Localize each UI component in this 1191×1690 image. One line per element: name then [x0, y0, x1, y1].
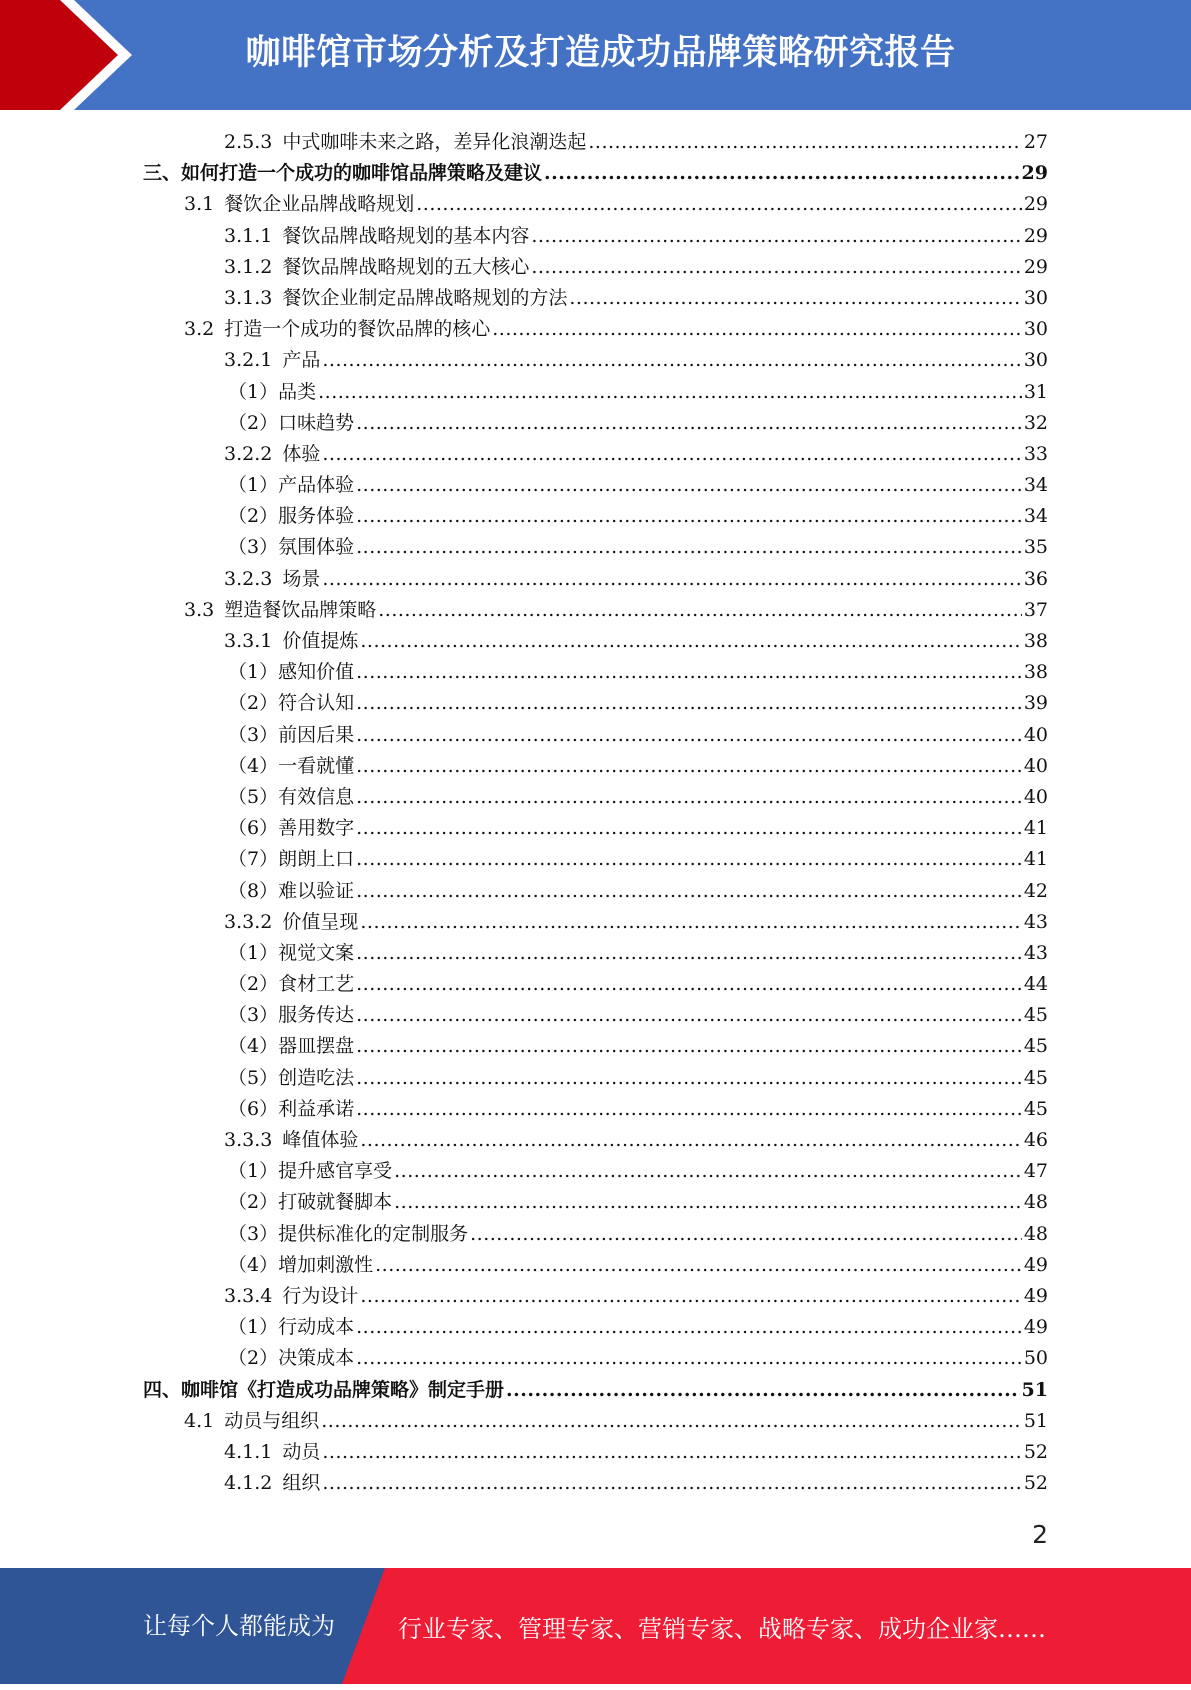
- toc-entry[interactable]: [0, 1031, 1191, 1062]
- toc-entry-number: （4）: [228, 1253, 279, 1276]
- toc-dot-leader: [322, 345, 1021, 376]
- toc-dot-leader: [356, 876, 1022, 907]
- toc-entry-page: 27: [1023, 131, 1048, 153]
- toc-entry-number: （3）: [228, 723, 279, 746]
- toc-entry-title: 器皿摆盘: [278, 1035, 355, 1058]
- toc-entry-title: 组织: [282, 1472, 321, 1495]
- toc-entry-number: （3）: [228, 1222, 279, 1245]
- toc-entry-number: （1）: [228, 1160, 279, 1183]
- toc-dot-leader: [321, 1406, 1022, 1437]
- toc-entry-page: 51: [1021, 1378, 1048, 1401]
- toc-entry-title: 打破就餐脚本: [278, 1191, 393, 1214]
- toc-entry-title: 产品体验: [278, 474, 355, 497]
- toc-entry[interactable]: [0, 938, 1191, 969]
- toc-dot-leader: [356, 1000, 1022, 1031]
- toc-entry-number: （6）: [228, 1097, 279, 1120]
- toc-entry-number: 3.2: [184, 318, 215, 341]
- toc-entry-page: 29: [1021, 162, 1048, 185]
- toc-entry-title: 塑造餐饮品牌策略: [224, 598, 377, 621]
- toc-entry[interactable]: [0, 1312, 1191, 1343]
- toc-dot-leader: [360, 1281, 1021, 1312]
- toc-entry-page: 43: [1023, 910, 1048, 933]
- toc-entry-number: 3.2.1: [224, 349, 273, 372]
- toc-entry-page: 52: [1023, 1440, 1048, 1463]
- toc-entry-page: 49: [1023, 1284, 1048, 1307]
- toc-entry[interactable]: [0, 657, 1191, 688]
- toc-dot-leader: [360, 1125, 1021, 1156]
- toc-entry-page: 40: [1023, 785, 1048, 808]
- toc-entry-number: （3）: [228, 536, 279, 559]
- toc-dot-leader: [356, 1031, 1022, 1062]
- toc-entry-page: 35: [1023, 536, 1048, 559]
- toc-entry-title: 动员: [282, 1440, 321, 1463]
- toc-entry-number: 3.2.2: [224, 442, 273, 465]
- toc-entry-number: （1）: [228, 941, 279, 964]
- toc-entry-page: 48: [1023, 1191, 1048, 1214]
- toc-entry-title: 感知价值: [278, 661, 355, 684]
- toc-entry-number: （1）: [228, 380, 279, 403]
- toc-dot-leader: [356, 938, 1022, 969]
- toc-entry-page: 45: [1023, 1097, 1048, 1120]
- toc-entry-page: 40: [1023, 723, 1048, 746]
- toc-entry-page: 29: [1023, 255, 1048, 278]
- toc-entry-title: 氛围体验: [278, 536, 355, 559]
- toc-entry[interactable]: [0, 1156, 1191, 1187]
- toc-entry-page: 29: [1023, 193, 1048, 216]
- toc-entry-page: 38: [1023, 630, 1048, 652]
- toc-dot-leader: [416, 189, 1022, 220]
- toc-entry[interactable]: [0, 532, 1191, 563]
- toc-dot-leader: [588, 127, 1021, 158]
- toc-dot-leader: [356, 751, 1022, 782]
- toc-entry[interactable]: [0, 1406, 1191, 1437]
- toc-entry[interactable]: [0, 127, 1191, 158]
- toc-entry-page: 34: [1023, 474, 1048, 497]
- toc-entry-page: 39: [1023, 692, 1048, 715]
- toc-entry[interactable]: [0, 1437, 1191, 1468]
- toc-entry-number: 3.3: [184, 598, 215, 621]
- toc-entry-number: （4）: [228, 1035, 279, 1058]
- toc-entry-title: 服务传达: [278, 1004, 355, 1027]
- toc-dot-leader: [356, 813, 1022, 844]
- footer-slogan-right: 行业专家、管理专家、营销专家、战略专家、成功企业家……: [398, 1615, 1046, 1643]
- toc-entry-title: 餐饮品牌战略规划的五大核心: [282, 255, 530, 278]
- toc-entry-page: 44: [1023, 973, 1048, 996]
- toc-entry-title: 口味趋势: [278, 411, 355, 434]
- toc-entry-number: 3.3.4: [224, 1284, 273, 1307]
- page-number: 2: [1032, 1520, 1048, 1549]
- toc-entry-page: 30: [1023, 286, 1048, 309]
- toc-dot-leader: [531, 252, 1021, 283]
- toc-entry-title: 咖啡馆《打造成功品牌策略》制定手册: [181, 1378, 505, 1401]
- toc-entry[interactable]: [0, 626, 1191, 657]
- toc-entry-number: 2.5.3: [224, 131, 273, 153]
- toc-dot-leader: [569, 283, 1021, 314]
- toc-entry-number: （6）: [228, 817, 279, 840]
- toc-entry-title: 餐饮品牌战略规划的基本内容: [282, 224, 530, 247]
- toc-entry-title: 善用数字: [278, 817, 355, 840]
- toc-entry-number: 4.1.2: [224, 1472, 273, 1495]
- toc-entry[interactable]: [0, 564, 1191, 595]
- toc-entry-title: 提升感官享受: [278, 1160, 393, 1183]
- toc-entry[interactable]: [0, 1125, 1191, 1156]
- toc-dot-leader: [322, 439, 1021, 470]
- toc-dot-leader: [356, 532, 1022, 563]
- toc-entry-number: （3）: [228, 1004, 279, 1027]
- toc-entry-number: 4.1: [184, 1409, 215, 1432]
- toc-entry-title: 峰值体验: [282, 1129, 359, 1151]
- toc-entry-page: 31: [1023, 380, 1048, 403]
- toc-entry-title: 如何打造一个成功的咖啡馆品牌策略及建议: [181, 162, 543, 185]
- toc-entry[interactable]: [0, 1187, 1191, 1218]
- toc-entry-number: （4）: [228, 754, 279, 777]
- toc-entry[interactable]: [0, 1281, 1191, 1312]
- toc-entry-title: 场景: [282, 567, 321, 590]
- toc-entry[interactable]: [0, 969, 1191, 1000]
- toc-entry-title: 价值呈现: [282, 910, 359, 933]
- toc-entry-number: 3.3.1: [224, 630, 273, 652]
- toc-entry-number: （5）: [228, 1066, 279, 1089]
- toc-entry-number: （2）: [228, 973, 279, 996]
- toc-entry-title: 产品: [282, 349, 321, 372]
- toc-entry-number: 四、: [143, 1378, 182, 1401]
- toc-entry-page: 34: [1023, 505, 1048, 528]
- toc-dot-leader: [544, 158, 1020, 189]
- table-of-contents: [0, 127, 1191, 1499]
- toc-entry-title: 增加刺激性: [278, 1253, 374, 1276]
- toc-entry[interactable]: [0, 1468, 1191, 1499]
- toc-entry[interactable]: [0, 470, 1191, 501]
- toc-entry-number: （1）: [228, 474, 279, 497]
- toc-entry-number: 3.2.3: [224, 567, 273, 590]
- toc-entry-title: 服务体验: [278, 505, 355, 528]
- toc-entry[interactable]: [0, 158, 1191, 189]
- report-title: 咖啡馆市场分析及打造成功品牌策略研究报告: [245, 33, 956, 73]
- toc-dot-leader: [394, 1156, 1022, 1187]
- toc-entry-page: 50: [1023, 1347, 1048, 1370]
- toc-dot-leader: [506, 1375, 1020, 1406]
- toc-dot-leader: [378, 595, 1022, 626]
- toc-entry-page: 42: [1023, 879, 1048, 902]
- toc-entry-title: 难以验证: [278, 879, 355, 902]
- toc-entry-number: （8）: [228, 879, 279, 902]
- toc-entry-title: 利益承诺: [278, 1097, 355, 1120]
- toc-entry-title: 视觉文案: [278, 941, 355, 964]
- toc-dot-leader: [318, 377, 1022, 408]
- toc-entry-number: （5）: [228, 785, 279, 808]
- toc-entry-title: 朗朗上口: [278, 848, 355, 871]
- toc-entry-number: （1）: [228, 661, 279, 684]
- toc-dot-leader: [356, 782, 1022, 813]
- toc-dot-leader: [492, 314, 1022, 345]
- toc-entry[interactable]: [0, 907, 1191, 938]
- toc-entry[interactable]: [0, 1375, 1191, 1406]
- toc-dot-leader: [375, 1250, 1022, 1281]
- toc-entry-title: 符合认知: [278, 692, 355, 715]
- toc-entry-page: 41: [1023, 817, 1048, 840]
- toc-entry-number: 4.1.1: [224, 1440, 273, 1463]
- toc-dot-leader: [360, 907, 1021, 938]
- toc-dot-leader: [356, 501, 1022, 532]
- toc-entry-page: 47: [1023, 1160, 1048, 1183]
- toc-entry-number: 3.1: [184, 193, 215, 216]
- toc-entry-page: 46: [1023, 1129, 1048, 1151]
- toc-entry-title: 有效信息: [278, 785, 355, 808]
- toc-dot-leader: [356, 470, 1022, 501]
- toc-entry-title: 动员与组织: [224, 1409, 320, 1432]
- toc-entry-number: （2）: [228, 411, 279, 434]
- toc-entry-page: 51: [1023, 1409, 1048, 1432]
- toc-dot-leader: [356, 1094, 1022, 1125]
- toc-entry-number: （2）: [228, 1347, 279, 1370]
- toc-entry[interactable]: [0, 501, 1191, 532]
- toc-dot-leader: [356, 1312, 1022, 1343]
- toc-entry-page: 48: [1023, 1222, 1048, 1245]
- toc-entry-title: 创造吃法: [278, 1066, 355, 1089]
- toc-entry-title: 行动成本: [278, 1316, 355, 1339]
- toc-entry-page: 32: [1023, 411, 1048, 434]
- toc-entry[interactable]: [0, 408, 1191, 439]
- toc-entry-number: （2）: [228, 505, 279, 528]
- toc-entry[interactable]: [0, 283, 1191, 314]
- toc-entry-page: 49: [1023, 1316, 1048, 1339]
- toc-entry-number: （2）: [228, 692, 279, 715]
- toc-dot-leader: [322, 1437, 1021, 1468]
- toc-entry-number: 3.1.2: [224, 255, 273, 278]
- toc-dot-leader: [360, 626, 1021, 657]
- toc-entry-page: 41: [1023, 848, 1048, 871]
- toc-entry[interactable]: [0, 720, 1191, 751]
- toc-entry-title: 食材工艺: [278, 973, 355, 996]
- toc-entry-title: 品类: [278, 380, 317, 403]
- toc-dot-leader: [394, 1187, 1022, 1218]
- toc-entry[interactable]: [0, 345, 1191, 376]
- toc-entry-number: 3.1.1: [224, 224, 273, 247]
- toc-dot-leader: [356, 688, 1022, 719]
- toc-entry-page: 37: [1023, 598, 1048, 621]
- toc-entry-number: 3.3.3: [224, 1129, 273, 1151]
- toc-entry-title: 中式咖啡未来之路，差异化浪潮迭起: [282, 131, 587, 153]
- toc-dot-leader: [322, 564, 1021, 595]
- toc-entry-page: 40: [1023, 754, 1048, 777]
- toc-dot-leader: [470, 1219, 1022, 1250]
- toc-entry[interactable]: [0, 688, 1191, 719]
- toc-entry-page: 36: [1023, 567, 1048, 590]
- toc-entry[interactable]: [0, 751, 1191, 782]
- toc-entry-page: 33: [1023, 442, 1048, 465]
- toc-entry-page: 30: [1023, 318, 1048, 341]
- toc-entry[interactable]: [0, 1219, 1191, 1250]
- toc-entry-page: 43: [1023, 941, 1048, 964]
- toc-dot-leader: [322, 1468, 1021, 1499]
- toc-entry-page: 49: [1023, 1253, 1048, 1276]
- toc-entry[interactable]: [0, 1063, 1191, 1094]
- toc-entry[interactable]: [0, 782, 1191, 813]
- toc-dot-leader: [356, 1063, 1022, 1094]
- toc-entry-page: 30: [1023, 349, 1048, 372]
- toc-entry[interactable]: [0, 252, 1191, 283]
- toc-entry[interactable]: [0, 189, 1191, 220]
- toc-entry-page: 45: [1023, 1004, 1048, 1027]
- toc-entry[interactable]: [0, 221, 1191, 252]
- toc-entry[interactable]: [0, 377, 1191, 408]
- toc-entry[interactable]: [0, 1094, 1191, 1125]
- toc-entry-number: （2）: [228, 1191, 279, 1214]
- toc-entry[interactable]: [0, 876, 1191, 907]
- toc-entry-title: 餐饮企业制定品牌战略规划的方法: [282, 286, 568, 309]
- toc-entry[interactable]: [0, 844, 1191, 875]
- toc-dot-leader: [531, 221, 1021, 252]
- toc-entry-title: 前因后果: [278, 723, 355, 746]
- toc-dot-leader: [356, 844, 1022, 875]
- toc-entry-title: 体验: [282, 442, 321, 465]
- toc-entry-title: 一看就懂: [278, 754, 355, 777]
- toc-entry[interactable]: [0, 813, 1191, 844]
- toc-entry-title: 餐饮企业品牌战略规划: [224, 193, 415, 216]
- footer-slogan-left: 让每个人都能成为: [143, 1612, 335, 1640]
- toc-entry-title: 提供标准化的定制服务: [278, 1222, 469, 1245]
- toc-entry-title: 价值提炼: [282, 630, 359, 652]
- toc-entry-number: （1）: [228, 1316, 279, 1339]
- toc-entry[interactable]: [0, 1343, 1191, 1374]
- toc-entry-page: 45: [1023, 1066, 1048, 1089]
- toc-dot-leader: [356, 1343, 1022, 1374]
- toc-entry-page: 29: [1023, 224, 1048, 247]
- toc-entry-title: 行为设计: [282, 1284, 359, 1307]
- toc-entry-number: 3.1.3: [224, 286, 273, 309]
- toc-dot-leader: [356, 720, 1022, 751]
- toc-entry-number: （7）: [228, 848, 279, 871]
- toc-entry-page: 38: [1023, 661, 1048, 684]
- toc-entry-page: 45: [1023, 1035, 1048, 1058]
- toc-entry[interactable]: [0, 1000, 1191, 1031]
- toc-entry-number: 三、: [143, 162, 182, 185]
- toc-entry[interactable]: [0, 595, 1191, 626]
- toc-entry-number: 3.3.2: [224, 910, 273, 933]
- toc-entry[interactable]: [0, 1250, 1191, 1281]
- toc-dot-leader: [356, 408, 1022, 439]
- toc-entry-title: 决策成本: [278, 1347, 355, 1370]
- toc-entry-page: 52: [1023, 1472, 1048, 1495]
- toc-entry[interactable]: [0, 314, 1191, 345]
- toc-entry-title: 打造一个成功的餐饮品牌的核心: [224, 318, 491, 341]
- toc-entry[interactable]: [0, 439, 1191, 470]
- toc-dot-leader: [356, 969, 1022, 1000]
- toc-dot-leader: [356, 657, 1022, 688]
